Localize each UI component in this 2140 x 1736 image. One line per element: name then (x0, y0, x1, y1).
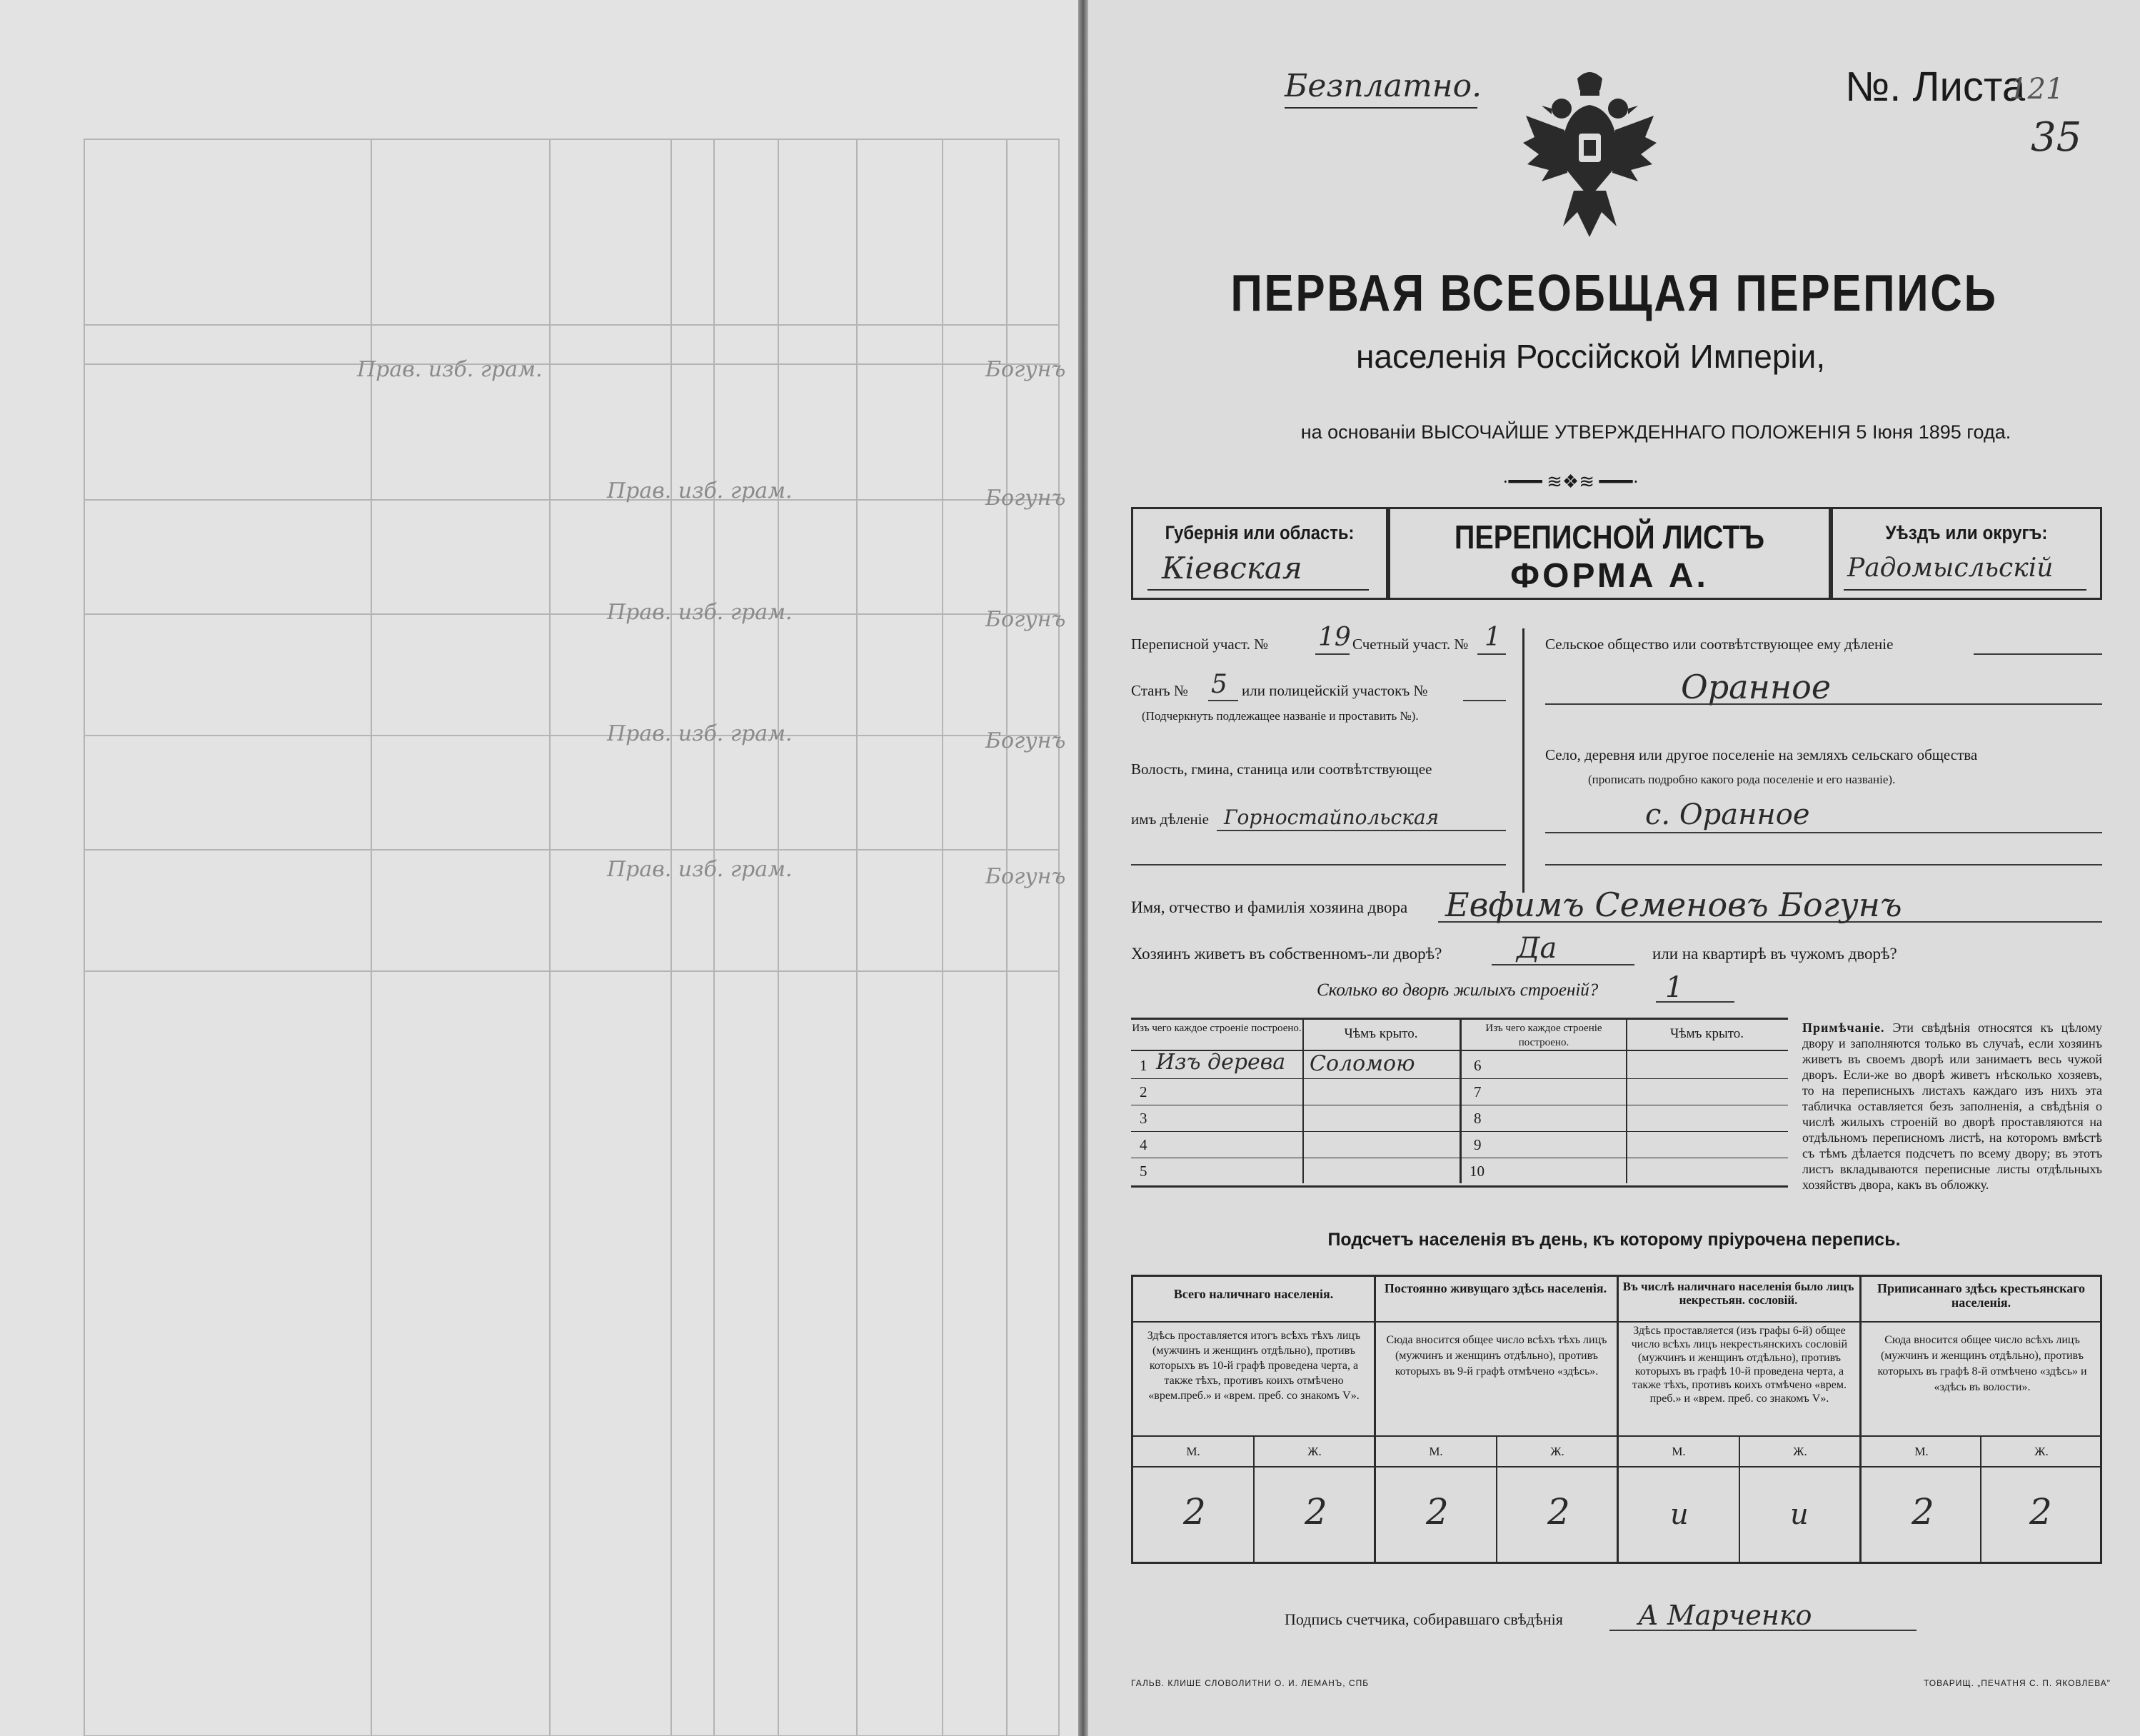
row-number: 5 (1140, 1163, 1147, 1180)
col-rule-1 (1302, 1020, 1304, 1183)
f-label: Ж. (2034, 1445, 2049, 1458)
m-label: М. (1672, 1445, 1686, 1458)
m-label: М. (1914, 1445, 1929, 1458)
count-total-f: 2 (1305, 1491, 1327, 1532)
stan-label: Станъ № (1131, 682, 1188, 699)
ghost-name-2: Богунъ (985, 486, 1066, 511)
count-desc-registered: Сюда вносится общее число всѣхъ лицъ (мужчинъ и женщинъ отдѣльно), противъ которыхъ въ графѣ 8-й отмѣчено «здѣсь» и «здѣсь въ волости». (1877, 1334, 2087, 1393)
province-value: Кіевская (1162, 551, 1302, 586)
sheet-number-label: №. Листа (1845, 64, 2026, 110)
count-header-non-peasant: Въ числѣ наличнаго населенія было лицъ некрестьян. сословій. (1622, 1280, 1854, 1307)
ghost-name-4: Богунъ (985, 728, 1066, 753)
col-material-right: Изъ чего каждое строеніе построено. (1485, 1023, 1602, 1048)
owner-label: Имя, отчество и фамилія хозяина двора (1131, 898, 1408, 916)
census-district-line (1315, 653, 1350, 655)
row-number: 7 (1474, 1083, 1482, 1100)
sheet-title: ПЕРЕПИСНОЙ ЛИСТЪ (1454, 518, 1765, 556)
note-title: Примѣчаніе. (1802, 1020, 1885, 1035)
count-registered-f: 2 (2029, 1491, 2052, 1532)
district-value: Радомысльскій (1847, 553, 2054, 583)
location-divider (1522, 628, 1524, 893)
count-col-rule (1374, 1277, 1376, 1562)
archive-number: 35 (2031, 114, 2082, 161)
f-label: Ж. (1793, 1445, 1807, 1458)
ghost-row-2: Прав. изб. грам. (607, 478, 793, 503)
census-form-page (1088, 0, 2140, 1736)
decree-basis: на основаніи ВЫСОЧАЙШЕ УТВЕРЖДЕННАГО ПОЛОЖЕНІЯ 5 Іюня 1895 года. (1300, 421, 2011, 443)
counting-district-line (1477, 653, 1506, 655)
m-label: М. (1429, 1445, 1443, 1458)
col-roof-left: Чѣмъ крыто. (1344, 1026, 1418, 1041)
province-underline (1147, 589, 1369, 591)
form-letter: ФОРМА А. (1510, 557, 1709, 595)
count-title: Подсчетъ населенія въ день, къ которому пріурочена перепись. (1327, 1230, 1901, 1250)
society-line-2 (1545, 703, 2102, 705)
buildings-label: Сколько во дворѣ жилыхъ строеній? (1317, 980, 1599, 1000)
note-text: Эти свѣдѣнія относятся къ цѣлому двору и заполняются только въ случаѣ, если хозяинъ живетъ въ своемъ дворѣ или занимаетъ весь чужой дворъ. Если-же во дворѣ живетъ нѣсколько хозяевъ, то на переписныхъ листахъ каждаго изъ нихъ эта табличка оставляется безъ заполненія, а свѣдѣнія о числѣ жилыхъ строеній во дворѣ проставляются на отдѣльномъ переписномъ листѣ, на которомъ вмѣстѣ съ тѣмъ дѣлается подсчетъ по всему двору; въ этотъ листъ вкладываются переписные листы отдѣльныхъ хозяйствъ двора, какъ въ обложку. (1802, 1020, 2103, 1192)
count-table (1131, 1275, 2102, 1564)
book-spine (1078, 0, 1088, 1736)
count-col-rule (1617, 1277, 1619, 1562)
row-number: 6 (1474, 1057, 1482, 1074)
ghost-row-5: Прав. изб. грам. (607, 857, 793, 882)
count-total-m: 2 (1183, 1491, 1206, 1532)
society-value: Оранное (1681, 668, 1832, 706)
row-number: 1 (1140, 1057, 1147, 1074)
district-underline (1844, 589, 2086, 591)
row-rule (1462, 1078, 1788, 1079)
ghost-name-1: Богунъ (985, 357, 1066, 382)
stan-line (1208, 700, 1238, 701)
count-header-rule (1133, 1321, 2100, 1323)
note-block (1802, 1020, 2102, 1193)
province-box (1131, 507, 1388, 600)
province-label: Губернія или область: (1165, 522, 1355, 543)
count-desc-total: Здѣсь проставляется итогъ всѣхъ тѣхъ лицъ (мужчинъ и женщинъ отдѣльно), противъ которыхъ въ 10-й графѣ проведена черта, а также тѣхъ, противъ коихъ отмѣчено «врем.преб.» и «врем. преб. со знакомъ V». (1147, 1330, 1361, 1402)
own-yard-label: Хозяинъ живетъ въ собственномъ-ли дворѣ? (1131, 945, 1442, 963)
count-desc-non-peasant: Здѣсь проставляется (изъ графы 6-й) общее число всѣхъ лицъ некрестьянскихъ сословій (мужчинъ и женщинъ отдѣльно), противъ которыхъ въ графѣ 10-й проведена черта, а также тѣхъ, противъ коихъ отмѣчено «врем. преб.» и «врем. преб. со знакомъ V». (1631, 1325, 1848, 1405)
f-label: Ж. (1550, 1445, 1564, 1458)
row-number: 10 (1470, 1163, 1485, 1180)
count-header-resident: Постоянно живущаго здѣсь населенія. (1384, 1281, 1607, 1295)
row-rule (1131, 1078, 1460, 1079)
volost-line-2 (1131, 864, 1506, 866)
counting-district-value: 1 (1485, 623, 1501, 652)
signature-label: Подпись счетчика, собиравшаго свѣдѣнія (1285, 1610, 1563, 1628)
m-label: М. (1186, 1445, 1200, 1458)
form-title-box (1388, 507, 1831, 600)
volost-label: Волость, гмина, станица или соотвѣтствующее (1131, 761, 1432, 778)
free-underline (1285, 107, 1477, 109)
row-number: 8 (1474, 1110, 1482, 1127)
count-non-peasant-m: и (1670, 1498, 1689, 1531)
row-number: 9 (1474, 1136, 1482, 1153)
counting-district-label: Счетный участ. № (1352, 636, 1469, 653)
row-number: 3 (1140, 1110, 1147, 1127)
count-desc-rule (1133, 1435, 2100, 1437)
village-value: с. Оранное (1645, 798, 1810, 831)
volost-line (1217, 830, 1506, 831)
signature-value: А Марченко (1638, 1600, 1812, 1631)
free-label: Безплатно. (1285, 68, 1482, 104)
col-material-left: Изъ чего каждое строеніе построено. (1132, 1023, 1302, 1034)
owner-value: Евфимъ Семеновъ Богунъ (1445, 885, 1902, 924)
double-headed-eagle-icon (1520, 66, 1659, 244)
count-header-total: Всего наличнаго населенія. (1173, 1287, 1334, 1301)
count-mf-rule (1133, 1466, 2100, 1467)
row-number: 4 (1140, 1136, 1147, 1153)
rented-label: или на квартирѣ въ чужомъ дворѣ? (1652, 945, 1897, 963)
sheet-number-value: 121 (2009, 73, 2064, 106)
page-title: ПЕРВАЯ ВСЕОБЩАЯ ПЕРЕПИСЬ (1230, 265, 1998, 322)
count-registered-m: 2 (1912, 1491, 1934, 1532)
f-label: Ж. (1307, 1445, 1322, 1458)
count-header-registered: Приписаннаго здѣсь крестьянскаго населенія. (1877, 1281, 2085, 1310)
village-note: (прописать подробно какого рода поселеніе и его названіе). (1588, 773, 1896, 786)
ghost-name-5: Богунъ (985, 864, 1066, 889)
count-resident-f: 2 (1547, 1491, 1570, 1532)
village-line-1 (1545, 832, 2102, 833)
census-district-label: Переписной участ. № (1131, 636, 1269, 653)
census-district-value: 19 (1318, 623, 1351, 652)
volost-label-2: имъ дѣленіе (1131, 811, 1209, 828)
ornament-text: ·━━━ ≋❖≋ ━━━· (1502, 471, 1639, 492)
ghost-name-3: Богунъ (985, 607, 1066, 632)
police-note: (Подчеркнуть подлежащее названіе и проставить №). (1142, 709, 1419, 723)
count-non-peasant-f: и (1790, 1498, 1809, 1531)
village-label: Село, деревня или другое поселеніе на земляхъ сельскаго общества (1545, 746, 1978, 763)
own-yard-value: Да (1517, 932, 1557, 965)
printer-imprint-left: ГАЛЬВ. КЛИШЕ СЛОВОЛИТНИ О. И. ЛЕМАНЪ, СПБ (1131, 1678, 1370, 1688)
buildings-table (1131, 1018, 1788, 1188)
ghost-row-3: Прав. изб. грам. (607, 600, 793, 625)
police-label: или полицейскій участокъ № (1242, 682, 1428, 699)
col-roof-right: Чѣмъ крыто. (1669, 1026, 1744, 1041)
count-resident-m: 2 (1426, 1491, 1449, 1532)
count-desc-resident: Сюда вносится общее число всѣхъ тѣхъ лицъ (мужчинъ и женщинъ отдѣльно), противъ которыхъ въ 9-й графѣ отмѣчено «здѣсь». (1386, 1334, 1607, 1378)
police-line (1463, 700, 1506, 701)
own-yard-line (1492, 964, 1634, 965)
count-col-rule (1859, 1277, 1862, 1562)
district-label: Уѣздъ или округъ: (1885, 522, 2048, 543)
printer-imprint-right: ТОВАРИЩ. „ПЕЧАТНЯ С. П. ЯКОВЛЕВА" (1924, 1678, 2111, 1688)
row-material: Изъ дерева (1156, 1050, 1286, 1075)
buildings-value: 1 (1665, 971, 1684, 1004)
page-subtitle: населенія Россійской Имперіи, (1356, 338, 1826, 375)
society-label: Сельское общество или соотвѣтствующее ему дѣленіе (1545, 636, 1894, 653)
row-rule (1131, 1131, 1460, 1132)
col-rule-2 (1626, 1020, 1627, 1183)
ghost-row-1: Прав. изб. грам. (357, 357, 543, 382)
row-number: 2 (1140, 1083, 1147, 1100)
ghost-row-4: Прав. изб. грам. (607, 721, 793, 746)
village-line-2 (1545, 864, 2102, 866)
row-roof: Соломою (1310, 1051, 1415, 1076)
society-line-1 (1974, 653, 2102, 655)
volost-value: Горностайпольская (1224, 806, 1440, 829)
district-box (1831, 507, 2102, 600)
row-rule (1462, 1131, 1788, 1132)
stan-value: 5 (1211, 670, 1227, 699)
